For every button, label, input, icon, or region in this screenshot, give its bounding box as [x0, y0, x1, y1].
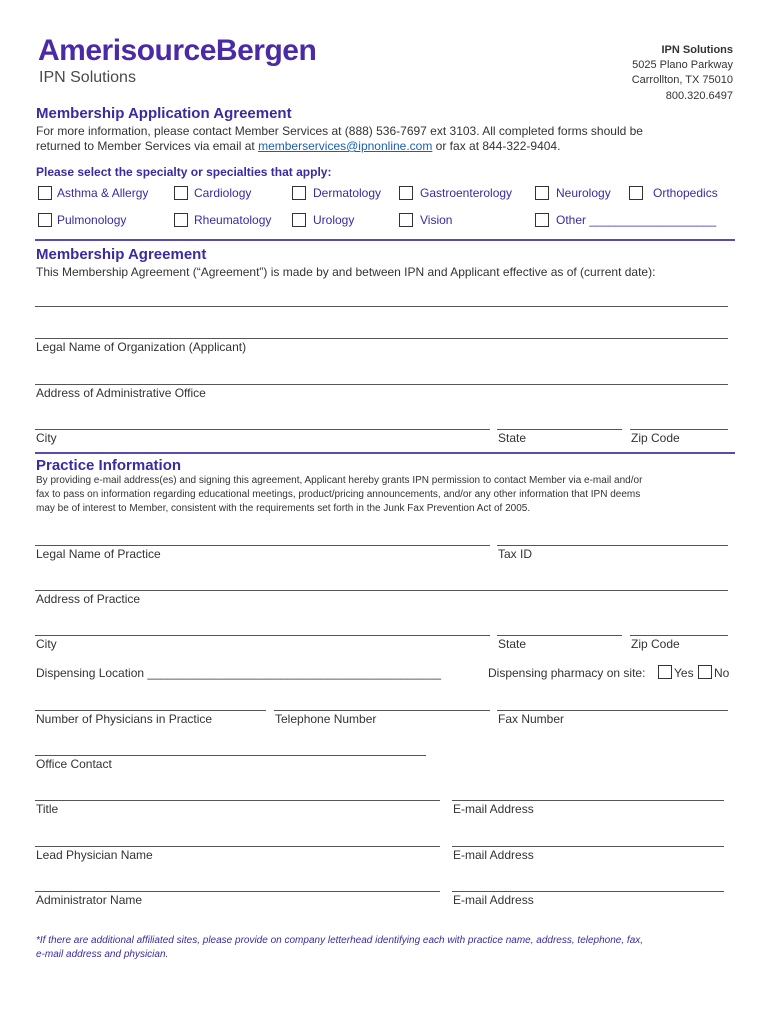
section-divider: [35, 239, 735, 241]
intro-line-2-text: returned to Member Services via email at: [36, 139, 259, 153]
administrative-address-field[interactable]: [35, 384, 728, 385]
checkbox-orthopedics[interactable]: [629, 186, 643, 200]
membership-agreement-heading: Membership Agreement: [36, 246, 207, 263]
contact-email-field[interactable]: [452, 800, 724, 801]
num-physicians-label: Number of Physicians in Practice: [36, 712, 213, 726]
administrator-email-field[interactable]: [452, 891, 724, 892]
checkbox-gastroenterology[interactable]: [399, 186, 413, 200]
intro-line-2: [36, 139, 560, 153]
lead-physician-label: Lead Physician Name: [36, 848, 153, 862]
checkbox-other[interactable]: [535, 213, 549, 227]
practice-zip-label: Zip Code: [631, 637, 680, 651]
admin-city-label: City: [36, 431, 57, 445]
administrator-label: Administrator Name: [36, 893, 143, 907]
address-name: IPN Solutions: [661, 44, 733, 56]
label-asthma-allergy: Asthma & Allergy: [57, 186, 149, 200]
label-other: Other ___________________: [556, 213, 717, 227]
fax-field[interactable]: [497, 710, 728, 711]
checkbox-urology[interactable]: [292, 213, 306, 227]
footnote-line-1: *If there are additional affiliated sites, please provide on company letterhead identifying each with practice name, address, telephone, fax,: [36, 935, 644, 946]
practice-consent-line-1: By providing e-mail address(es) and signing this agreement, Applicant hereby grants IPN permission to contact Member via e-mail and/or: [36, 475, 643, 486]
form-title: Membership Application Agreement: [36, 105, 292, 122]
legal-name-organization-label: Legal Name of Organization (Applicant): [36, 340, 247, 354]
dispensing-pharmacy-label: Dispensing pharmacy on site:: [488, 666, 646, 680]
label-urology: Urology: [313, 213, 355, 227]
label-pulmonology: Pulmonology: [57, 213, 127, 227]
admin-state-label: State: [498, 431, 527, 445]
administrator-email-label: E-mail Address: [453, 893, 534, 907]
num-physicians-field[interactable]: [35, 710, 266, 711]
contact-email-label: E-mail Address: [453, 802, 534, 816]
effective-date-field[interactable]: [35, 306, 728, 307]
checkbox-pharmacy-yes[interactable]: [658, 665, 672, 679]
label-orthopedics: Orthopedics: [653, 186, 718, 200]
label-rheumatology: Rheumatology: [194, 213, 272, 227]
checkbox-cardiology[interactable]: [174, 186, 188, 200]
legal-name-practice-field[interactable]: [35, 545, 490, 546]
administrator-field[interactable]: [35, 891, 440, 892]
pharmacy-yes-label: Yes: [674, 666, 694, 680]
company-logo: AmerisourceBergen: [38, 34, 317, 67]
checkbox-neurology[interactable]: [535, 186, 549, 200]
company-logo-subtitle: IPN Solutions: [39, 69, 136, 86]
lead-physician-field[interactable]: [35, 846, 440, 847]
practice-address-label: Address of Practice: [36, 592, 141, 606]
admin-state-field[interactable]: [497, 429, 622, 430]
admin-zip-field[interactable]: [630, 429, 728, 430]
checkbox-vision[interactable]: [399, 213, 413, 227]
practice-consent-line-3: may be of interest to Member, consistent with the requirements set forth in the Junk Fax Prevention Act of 2005.: [36, 503, 531, 514]
tax-id-label: Tax ID: [498, 547, 533, 561]
checkbox-asthma-allergy[interactable]: [38, 186, 52, 200]
title-field[interactable]: [35, 800, 440, 801]
title-label: Title: [36, 802, 59, 816]
checkbox-pharmacy-no[interactable]: [698, 665, 712, 679]
label-dermatology: Dermatology: [313, 186, 382, 200]
address-phone: 800.320.6497: [665, 90, 733, 102]
lead-physician-email-field[interactable]: [452, 846, 724, 847]
legal-name-practice-label: Legal Name of Practice: [36, 547, 161, 561]
admin-city-field[interactable]: [35, 429, 490, 430]
intro-line-1: For more information, please contact Member Services at (888) 536-7697 ext 3103. All completed forms should be: [36, 124, 643, 138]
section-divider-2: [35, 452, 735, 454]
practice-state-label: State: [498, 637, 527, 651]
practice-city-field[interactable]: [35, 635, 490, 636]
practice-consent-line-2: fax to pass on information regarding educational meetings, product/pricing announcements, and/or any other information that IPN deems: [36, 489, 641, 500]
legal-name-organization-field[interactable]: [35, 338, 728, 339]
dispensing-location-field[interactable]: Dispensing Location ____________________________________________: [36, 666, 442, 680]
agreement-text: This Membership Agreement (“Agreement”) is made by and between IPN and Applicant effective as of (current date):: [36, 265, 656, 279]
label-vision: Vision: [420, 213, 453, 227]
telephone-label: Telephone Number: [275, 712, 377, 726]
lead-physician-email-label: E-mail Address: [453, 848, 534, 862]
checkbox-dermatology[interactable]: [292, 186, 306, 200]
practice-address-field[interactable]: [35, 590, 728, 591]
address-city: Carrollton, TX 75010: [631, 74, 733, 86]
office-contact-label: Office Contact: [36, 757, 112, 771]
fax-label: Fax Number: [498, 712, 565, 726]
specialty-prompt: Please select the specialty or specialties that apply:: [36, 165, 332, 179]
admin-zip-label: Zip Code: [631, 431, 680, 445]
practice-state-field[interactable]: [497, 635, 622, 636]
footnote-line-2: e-mail address and physician.: [36, 949, 169, 960]
checkbox-rheumatology[interactable]: [174, 213, 188, 227]
tax-id-field[interactable]: [497, 545, 728, 546]
address-street: 5025 Plano Parkway: [632, 59, 733, 71]
practice-city-label: City: [36, 637, 57, 651]
footnote: [36, 934, 736, 962]
practice-consent-text: [36, 474, 736, 516]
administrative-address-label: Address of Administrative Office: [36, 386, 206, 400]
pharmacy-no-label: No: [714, 666, 730, 680]
intro-line-2-fax: or fax at 844-322-9404.: [432, 139, 561, 153]
label-gastroenterology: Gastroenterology: [420, 186, 513, 200]
office-contact-field[interactable]: [35, 755, 426, 756]
label-neurology: Neurology: [556, 186, 611, 200]
practice-zip-field[interactable]: [630, 635, 728, 636]
telephone-field[interactable]: [274, 710, 490, 711]
label-cardiology: Cardiology: [194, 186, 252, 200]
member-services-email-link[interactable]: memberservices@ipnonline.com: [258, 139, 433, 153]
checkbox-pulmonology[interactable]: [38, 213, 52, 227]
practice-information-heading: Practice Information: [36, 457, 182, 474]
